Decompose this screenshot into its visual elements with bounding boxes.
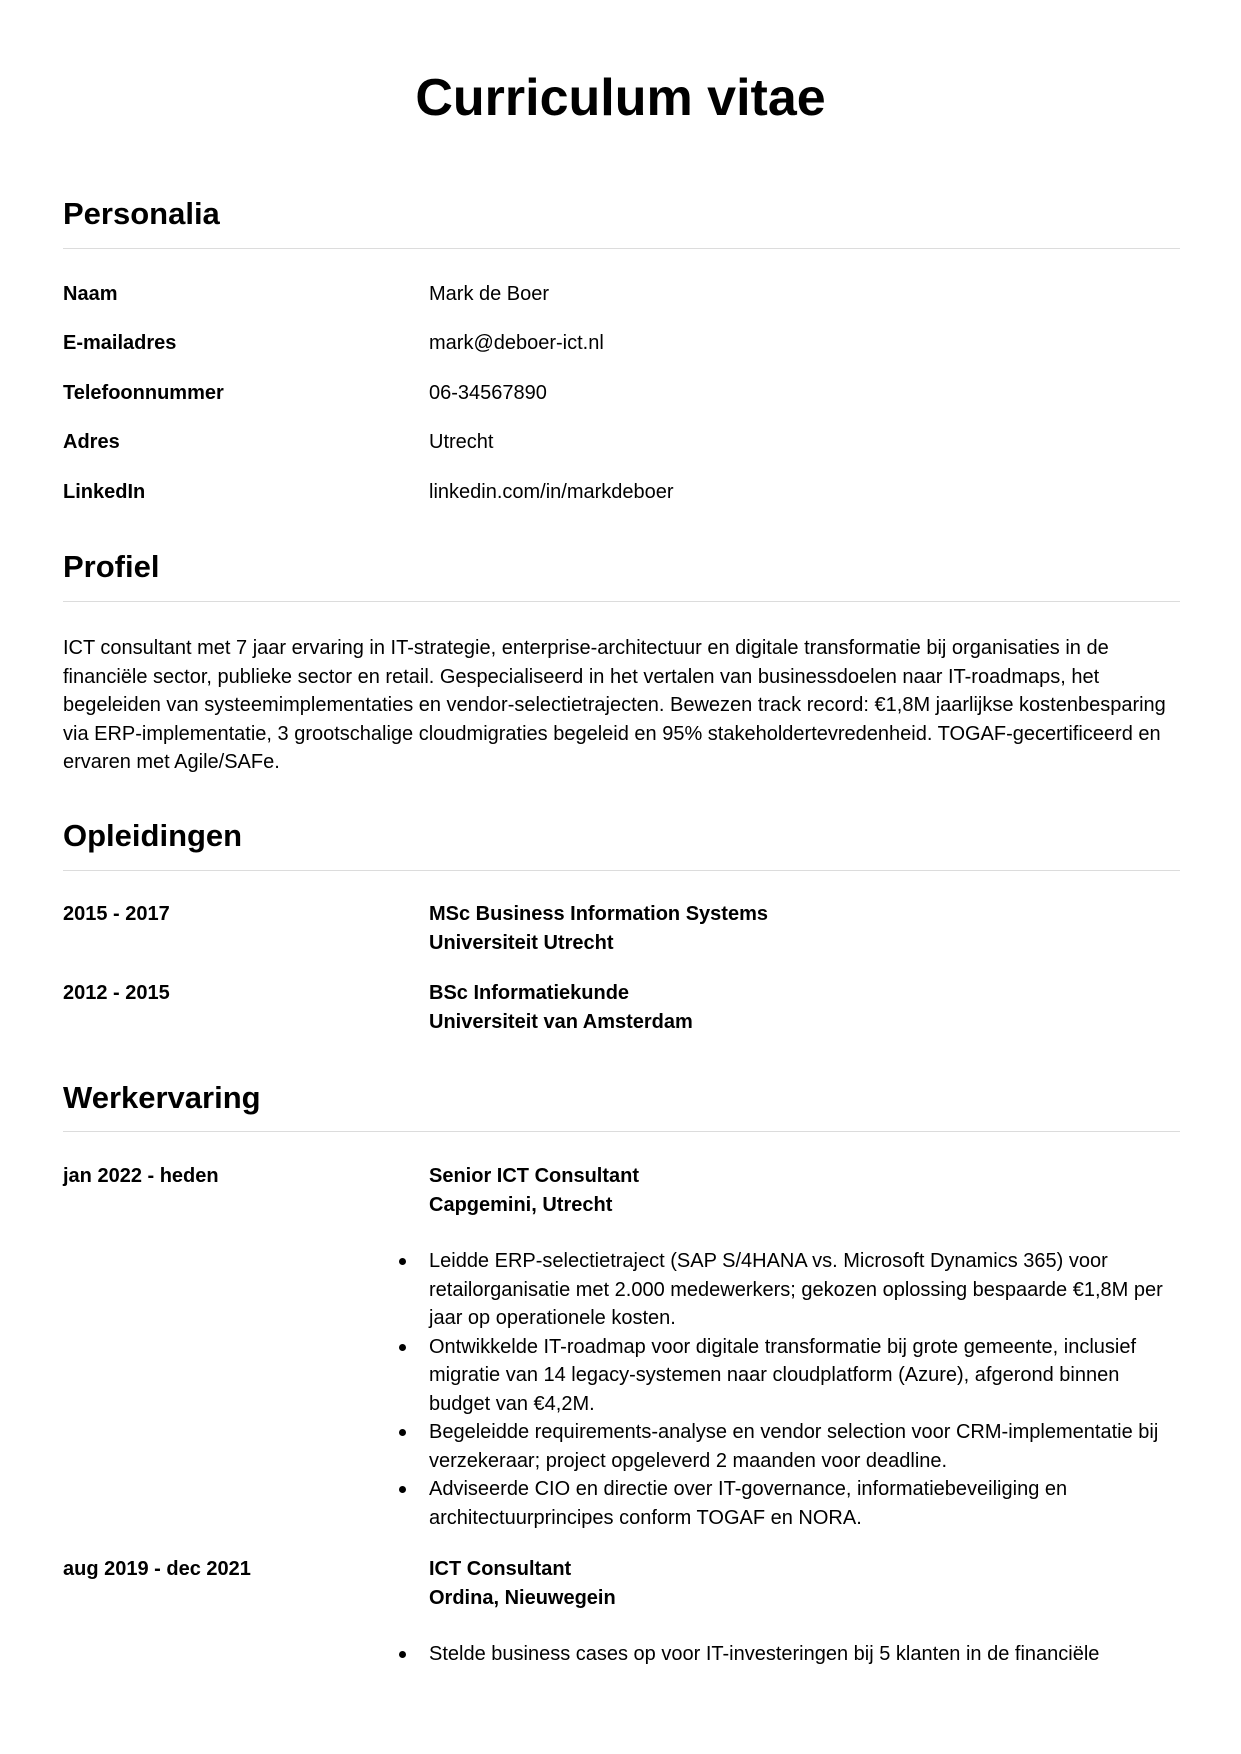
field-value: 06-34567890 xyxy=(429,382,547,404)
work-period: jan 2022 - heden xyxy=(63,1165,219,1187)
education-institution: Universiteit van Amsterdam xyxy=(429,1010,693,1033)
work-period: aug 2019 - dec 2021 xyxy=(63,1558,251,1580)
education-degree: MSc Business Information Systems xyxy=(429,903,768,925)
field-label: LinkedIn xyxy=(63,481,146,503)
list-item: Leidde ERP-selectietraject (SAP S/4HANA vs. Microsoft Dynamics 365) voor retailorganisatie met 2.000 medewerkers; gekozen oplossing bespaarde €1,8M per jaar op operationele kosten. xyxy=(429,1247,1184,1333)
work-role: Senior ICT Consultant xyxy=(429,1165,639,1187)
section-divider xyxy=(63,248,1180,249)
field-value: mark@deboer-ict.nl xyxy=(429,332,604,354)
list-item: Begeleidde requirements-analyse en vendor selection voor CRM-implementatie bij verzekeraar; project opgeleverd 2 maanden voor deadline. xyxy=(429,1418,1184,1475)
work-role: ICT Consultant xyxy=(429,1558,572,1580)
field-label: E-mailadres xyxy=(63,332,177,354)
profile-text: ICT consultant met 7 jaar ervaring in IT-strategie, enterprise-architectuur en digitale transformatie bij organisaties in de financiële sector, publieke sector en retail. Gespecialiseerd in het vertalen van businessdoelen naar IT-roadmaps, het begeleiden van systeemimplementaties en vendor-selectietrajecten. Bewezen track record: €1,8M jaarlijkse kostenbesparing via ERP-implementatie, 3 grootschalige cloudmigraties begeleid en 95% stakeholdertevredenheid. TOGAF-gecertificeerd en ervaren met Agile/SAFe. xyxy=(63,637,1166,773)
section-heading-personalia: Personalia xyxy=(63,196,220,231)
field-label: Naam xyxy=(63,283,118,305)
work-employer: Capgemini, Utrecht xyxy=(429,1193,613,1216)
work-achievements xyxy=(429,1640,1184,1669)
work-employer: Ordina, Nieuwegein xyxy=(429,1586,616,1609)
section-heading-profiel: Profiel xyxy=(63,549,160,584)
list-item: Ontwikkelde IT-roadmap voor digitale transformatie bij grote gemeente, inclusief migratie van 14 legacy-systemen naar cloudplatform (Azure), afgerond binnen budget van €4,2M. xyxy=(429,1333,1184,1419)
list-item: Adviseerde CIO en directie over IT-governance, informatiebeveiliging en architectuurprincipes conform TOGAF en NORA. xyxy=(429,1475,1184,1532)
field-value: Utrecht xyxy=(429,431,494,453)
section-divider xyxy=(63,870,1180,871)
section-heading-werkervaring: Werkervaring xyxy=(63,1080,261,1115)
work-achievements xyxy=(429,1247,1184,1532)
education-degree: BSc Informatiekunde xyxy=(429,982,630,1004)
section-divider xyxy=(63,1131,1180,1132)
section-heading-opleidingen: Opleidingen xyxy=(63,818,243,853)
field-label: Adres xyxy=(63,431,120,453)
document-title: Curriculum vitae xyxy=(415,69,826,127)
field-value: Mark de Boer xyxy=(429,283,550,305)
field-value: linkedin.com/in/markdeboer xyxy=(429,481,674,503)
education-period: 2012 - 2015 xyxy=(63,982,170,1004)
education-institution: Universiteit Utrecht xyxy=(429,931,614,954)
field-label: Telefoonnummer xyxy=(63,382,224,404)
list-item: Stelde business cases op voor IT-investeringen bij 5 klanten in de financiële xyxy=(429,1640,1184,1669)
education-period: 2015 - 2017 xyxy=(63,903,170,925)
section-divider xyxy=(63,601,1180,602)
